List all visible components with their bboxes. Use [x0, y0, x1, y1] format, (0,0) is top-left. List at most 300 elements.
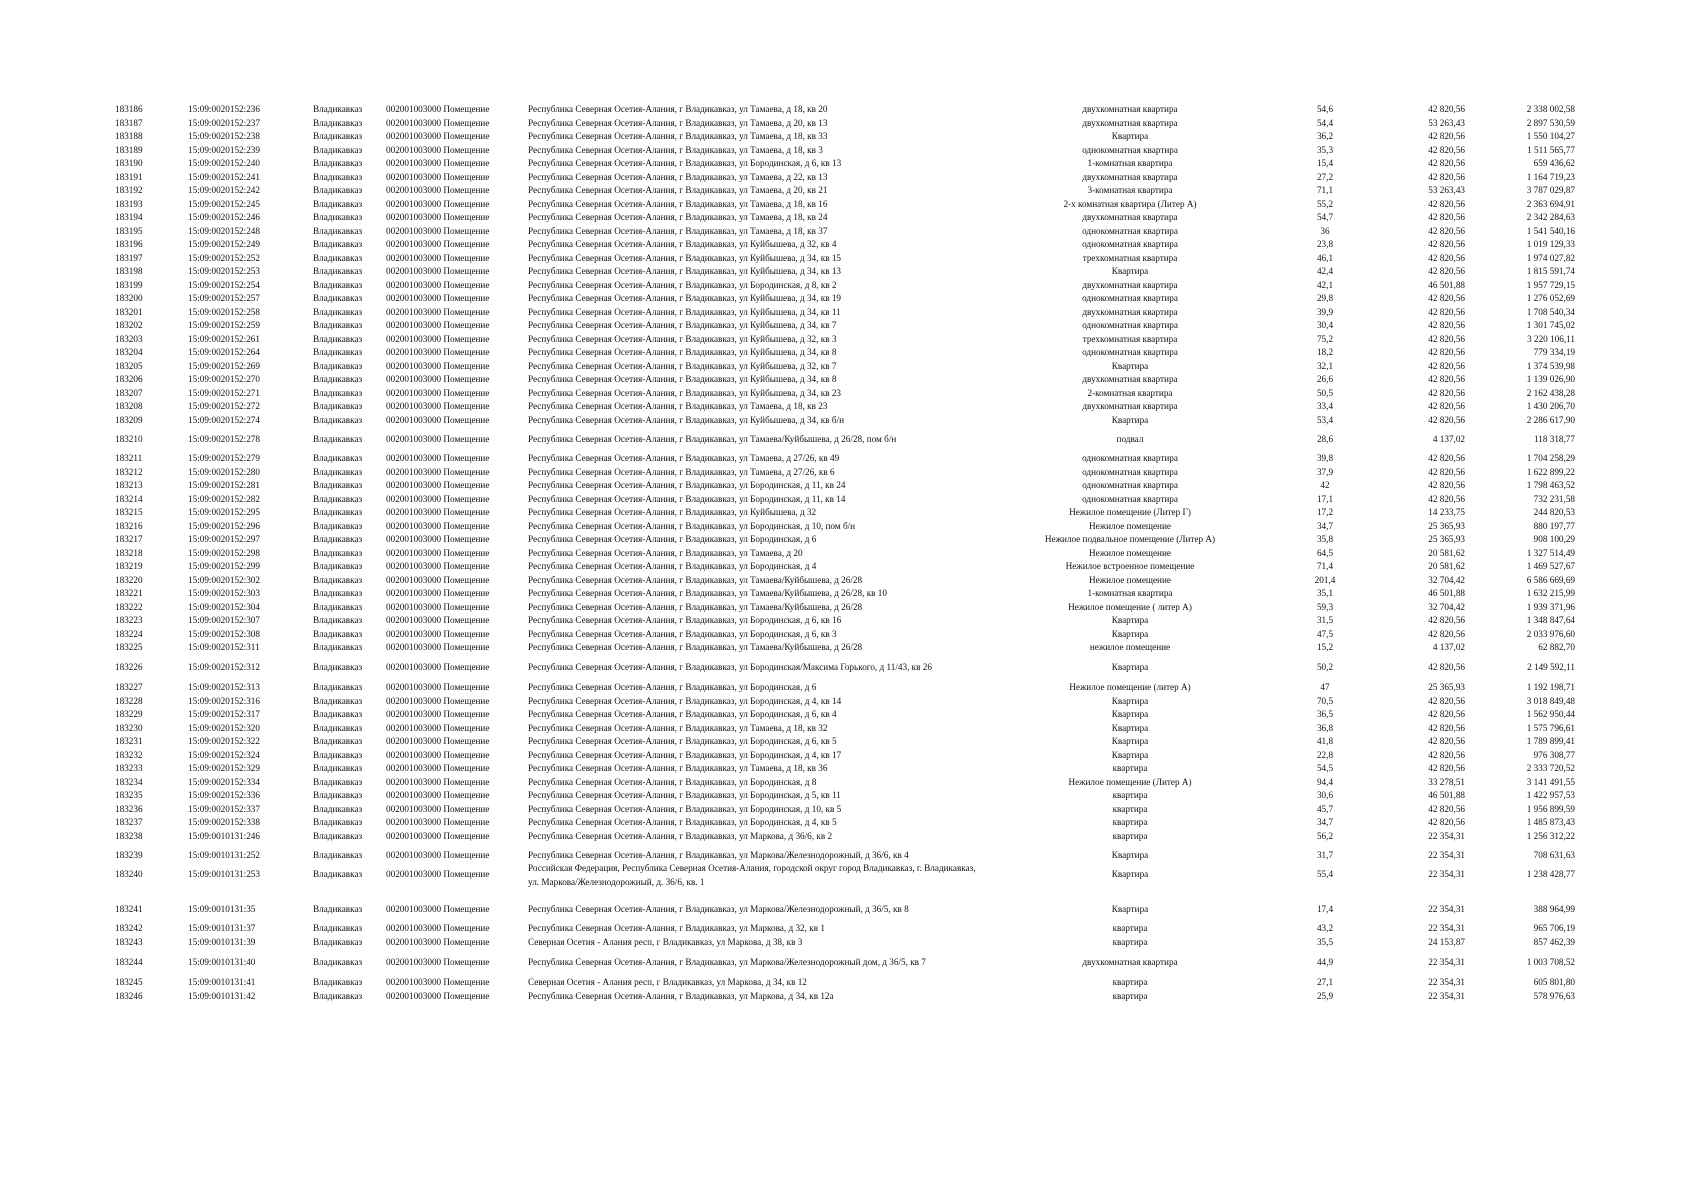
- premises-type-cell: Квартира: [1111, 723, 1149, 733]
- cadastral-cost-cell: 1 327 514,49: [1526, 548, 1575, 558]
- cadastral-number-cell: 15:09:0010131:246: [188, 831, 260, 841]
- area-cell: 46,1: [1316, 253, 1334, 263]
- area-cell: 36: [1320, 226, 1330, 236]
- premises-type-cell: 1-комнатная квартира: [1087, 588, 1173, 598]
- object-code-cell: 002001003000 Помещение: [386, 831, 490, 841]
- object-code-cell: 002001003000 Помещение: [386, 602, 490, 612]
- rate-cell: 20 581,62: [1428, 561, 1465, 571]
- cadastral-number-cell: 15:09:0020152:248: [188, 226, 260, 236]
- cadastral-number-cell: 15:09:0020152:239: [188, 145, 260, 155]
- city-cell: Владикавказ: [313, 977, 363, 987]
- id-cell: 183236: [115, 804, 143, 814]
- cadastral-cost-cell: 1 301 745,02: [1526, 320, 1575, 330]
- object-code-cell: 002001003000 Помещение: [386, 388, 490, 398]
- id-cell: 183223: [115, 615, 143, 625]
- cadastral-cost-cell: 1 957 729,15: [1526, 280, 1575, 290]
- rate-cell: 4 137,02: [1432, 642, 1465, 652]
- area-cell: 31,7: [1316, 850, 1334, 860]
- rate-cell: 32 704,42: [1428, 575, 1465, 585]
- city-cell: Владикавказ: [313, 374, 363, 384]
- area-cell: 15,2: [1316, 642, 1334, 652]
- cadastral-cost-cell: 1 374 539,98: [1526, 361, 1575, 371]
- object-code-cell: 002001003000 Помещение: [386, 923, 490, 933]
- cadastral-cost-cell: 605 801,80: [1533, 977, 1575, 987]
- rate-cell: 42 820,56: [1428, 453, 1465, 463]
- cadastral-number-cell: 15:09:0020152:237: [188, 118, 260, 128]
- rate-cell: 42 820,56: [1428, 239, 1465, 249]
- object-code-cell: 002001003000 Помещение: [386, 575, 490, 585]
- cadastral-cost-cell: 1 019 129,33: [1526, 239, 1575, 249]
- address-cell: Республика Северная Осетия-Алания, г Владикавказ, ул Тамаева, д 18, кв 20: [528, 104, 828, 114]
- city-cell: Владикавказ: [313, 575, 363, 585]
- cadastral-cost-cell: 1 256 312,22: [1526, 831, 1575, 841]
- premises-type-cell: двухкомнатная квартира: [1082, 280, 1178, 290]
- city-cell: Владикавказ: [313, 347, 363, 357]
- premises-type-cell: 2-х комнатная квартира (Литер А): [1063, 199, 1197, 209]
- premises-type-cell: трехкомнатная квартира: [1082, 334, 1178, 344]
- premises-type-cell: Нежилое встроенное помещение: [1065, 561, 1195, 571]
- rate-cell: 42 820,56: [1428, 293, 1465, 303]
- area-cell: 37,9: [1316, 467, 1334, 477]
- object-code-cell: 002001003000 Помещение: [386, 401, 490, 411]
- rate-cell: 22 354,31: [1428, 991, 1465, 1001]
- city-cell: Владикавказ: [313, 253, 363, 263]
- address-cell: Республика Северная Осетия-Алания, г Владикавказ, ул Бородинская, д 6, кв 3: [528, 629, 837, 639]
- rate-cell: 42 820,56: [1428, 723, 1465, 733]
- area-cell: 36,8: [1316, 723, 1334, 733]
- city-cell: Владикавказ: [313, 723, 363, 733]
- cadastral-number-cell: 15:09:0020152:320: [188, 723, 260, 733]
- object-code-cell: 002001003000 Помещение: [386, 561, 490, 571]
- premises-type-cell: однокомнатная квартира: [1082, 347, 1178, 357]
- cadastral-number-cell: 15:09:0020152:252: [188, 253, 260, 263]
- premises-type-cell: двухкомнатная квартира: [1082, 172, 1178, 182]
- area-cell: 15,4: [1316, 158, 1334, 168]
- cadastral-number-cell: 15:09:0020152:329: [188, 763, 260, 773]
- rate-cell: 42 820,56: [1428, 253, 1465, 263]
- address-cell: Республика Северная Осетия-Алания, г Владикавказ, ул Бородинская, д 6: [528, 534, 817, 544]
- cadastral-number-cell: 15:09:0020152:271: [188, 388, 260, 398]
- id-cell: 183189: [115, 145, 143, 155]
- address-cell: Республика Северная Осетия-Алания, г Владикавказ, ул Тамаева/Куйбышева, д 26/28, кв 10: [528, 588, 887, 598]
- rate-cell: 46 501,88: [1428, 280, 1465, 290]
- rate-cell: 42 820,56: [1428, 750, 1465, 760]
- premises-type-cell: Квартира: [1111, 266, 1149, 276]
- premises-type-cell: однокомнатная квартира: [1082, 293, 1178, 303]
- premises-type-cell: однокомнатная квартира: [1082, 320, 1178, 330]
- object-code-cell: 002001003000 Помещение: [386, 280, 490, 290]
- area-cell: 201,4: [1314, 575, 1336, 585]
- premises-type-cell: двухкомнатная квартира: [1082, 104, 1178, 114]
- area-cell: 75,2: [1316, 334, 1334, 344]
- address-cell: Республика Северная Осетия-Алания, г Владикавказ, ул Тамаева, д 27/26, кв 6: [528, 467, 835, 477]
- city-cell: Владикавказ: [313, 361, 363, 371]
- object-code-cell: 002001003000 Помещение: [386, 662, 490, 672]
- id-cell: 183227: [115, 682, 143, 692]
- rate-cell: 25 365,93: [1428, 682, 1465, 692]
- id-cell: 183246: [115, 991, 143, 1001]
- address-cell: Республика Северная Осетия-Алания, г Владикавказ, ул Тамаева/Куйбышева, д 26/28: [528, 575, 863, 585]
- cadastral-cost-cell: 62 882,70: [1538, 642, 1575, 652]
- city-cell: Владикавказ: [313, 415, 363, 425]
- city-cell: Владикавказ: [313, 991, 363, 1001]
- cadastral-cost-cell: 1 238 428,77: [1526, 869, 1575, 879]
- cadastral-number-cell: 15:09:0020152:295: [188, 507, 260, 517]
- object-code-cell: 002001003000 Помещение: [386, 682, 490, 692]
- object-code-cell: 002001003000 Помещение: [386, 226, 490, 236]
- rate-cell: 42 820,56: [1428, 696, 1465, 706]
- area-cell: 42: [1320, 480, 1330, 490]
- city-cell: Владикавказ: [313, 850, 363, 860]
- cadastral-number-cell: 15:09:0020152:336: [188, 790, 260, 800]
- city-cell: Владикавказ: [313, 104, 363, 114]
- address-cell: Республика Северная Осетия-Алания, г Владикавказ, ул Тамаева, д 20, кв 13: [528, 118, 828, 128]
- cadastral-cost-cell: 1 622 899,22: [1526, 467, 1575, 477]
- premises-type-cell: однокомнатная квартира: [1082, 480, 1178, 490]
- premises-type-cell: однокомнатная квартира: [1082, 239, 1178, 249]
- city-cell: Владикавказ: [313, 923, 363, 933]
- area-cell: 39,8: [1316, 453, 1334, 463]
- cadastral-number-cell: 15:09:0020152:311: [188, 642, 260, 652]
- city-cell: Владикавказ: [313, 904, 363, 914]
- object-code-cell: 002001003000 Помещение: [386, 521, 490, 531]
- address-cell: Республика Северная Осетия-Алания, г Владикавказ, ул Бородинская, д 4: [528, 561, 817, 571]
- cadastral-number-cell: 15:09:0010131:40: [188, 957, 256, 967]
- cadastral-cost-cell: 1 348 847,64: [1526, 615, 1575, 625]
- id-cell: 183241: [115, 904, 143, 914]
- premises-type-cell: двухкомнатная квартира: [1082, 374, 1178, 384]
- premises-type-cell: Квартира: [1111, 131, 1149, 141]
- city-cell: Владикавказ: [313, 158, 363, 168]
- premises-type-cell: Квартира: [1111, 361, 1149, 371]
- rate-cell: 14 233,75: [1428, 507, 1465, 517]
- id-cell: 183226: [115, 662, 143, 672]
- area-cell: 17,1: [1316, 494, 1334, 504]
- cadastral-number-cell: 15:09:0020152:280: [188, 467, 260, 477]
- city-cell: Владикавказ: [313, 494, 363, 504]
- area-cell: 17,4: [1316, 904, 1334, 914]
- rate-cell: 42 820,56: [1428, 709, 1465, 719]
- address-cell: Республика Северная Осетия-Алания, г Владикавказ, ул Тамаева, д 27/26, кв 49: [528, 453, 840, 463]
- city-cell: Владикавказ: [313, 293, 363, 303]
- address-cell: Республика Северная Осетия-Алания, г Владикавказ, ул Бородинская, д 8, кв 2: [528, 280, 837, 290]
- city-cell: Владикавказ: [313, 199, 363, 209]
- area-cell: 36,2: [1316, 131, 1334, 141]
- cadastral-cost-cell: 1 815 591,74: [1526, 266, 1575, 276]
- area-cell: 34,7: [1316, 817, 1334, 827]
- address-cell: Республика Северная Осетия-Алания, г Владикавказ, ул Бородинская, д 6, кв 4: [528, 709, 837, 719]
- area-cell: 44,9: [1316, 957, 1334, 967]
- city-cell: Владикавказ: [313, 467, 363, 477]
- object-code-cell: 002001003000 Помещение: [386, 118, 490, 128]
- premises-type-cell: Нежилое помещение (Литер Г): [1069, 507, 1191, 517]
- cadastral-number-cell: 15:09:0020152:297: [188, 534, 260, 544]
- cadastral-number-cell: 15:09:0020152:316: [188, 696, 260, 706]
- premises-type-cell: Квартира: [1111, 709, 1149, 719]
- city-cell: Владикавказ: [313, 709, 363, 719]
- cadastral-cost-cell: 708 631,63: [1533, 850, 1575, 860]
- area-cell: 54,7: [1316, 212, 1334, 222]
- area-cell: 42,4: [1316, 266, 1334, 276]
- cadastral-cost-cell: 2 338 002,58: [1526, 104, 1575, 114]
- address-cell: Республика Северная Осетия-Алания, г Владикавказ, ул Куйбышева, д 32, кв 4: [528, 239, 837, 249]
- cadastral-cost-cell: 1 789 899,41: [1526, 736, 1575, 746]
- premises-type-cell: квартира: [1112, 977, 1148, 987]
- area-cell: 30,4: [1316, 320, 1334, 330]
- id-cell: 183213: [115, 480, 143, 490]
- id-cell: 183219: [115, 561, 143, 571]
- premises-type-cell: Квартира: [1111, 750, 1149, 760]
- cadastral-cost-cell: 1 704 258,29: [1526, 453, 1575, 463]
- object-code-cell: 002001003000 Помещение: [386, 185, 490, 195]
- id-cell: 183229: [115, 709, 143, 719]
- premises-type-cell: 3-комнатная квартира: [1087, 185, 1173, 195]
- rate-cell: 53 263,43: [1428, 185, 1465, 195]
- rate-cell: 42 820,56: [1428, 763, 1465, 773]
- id-cell: 183222: [115, 602, 143, 612]
- address-cell: Республика Северная Осетия-Алания, г Владикавказ, ул Куйбышева, д 34, кв 8: [528, 347, 837, 357]
- id-cell: 183220: [115, 575, 143, 585]
- object-code-cell: 002001003000 Помещение: [386, 320, 490, 330]
- cadastral-cost-cell: 118 318,77: [1533, 434, 1575, 444]
- object-code-cell: 002001003000 Помещение: [386, 629, 490, 639]
- cadastral-cost-cell: 1 708 540,34: [1526, 307, 1575, 317]
- premises-type-cell: Квартира: [1111, 696, 1149, 706]
- city-cell: Владикавказ: [313, 131, 363, 141]
- rate-cell: 46 501,88: [1428, 588, 1465, 598]
- rate-cell: 42 820,56: [1428, 415, 1465, 425]
- id-cell: 183191: [115, 172, 143, 182]
- object-code-cell: 002001003000 Помещение: [386, 723, 490, 733]
- rate-cell: 42 820,56: [1428, 615, 1465, 625]
- id-cell: 183239: [115, 850, 143, 860]
- cadastral-cost-cell: 908 100,29: [1533, 534, 1575, 544]
- id-cell: 183212: [115, 467, 143, 477]
- city-cell: Владикавказ: [313, 388, 363, 398]
- area-cell: 28,6: [1316, 434, 1334, 444]
- area-cell: 36,5: [1316, 709, 1334, 719]
- premises-type-cell: однокомнатная квартира: [1082, 145, 1178, 155]
- premises-type-cell: двухкомнатная квартира: [1082, 212, 1178, 222]
- rate-cell: 42 820,56: [1428, 662, 1465, 672]
- cadastral-number-cell: 15:09:0020152:254: [188, 280, 260, 290]
- object-code-cell: 002001003000 Помещение: [386, 494, 490, 504]
- rate-cell: 42 820,56: [1428, 817, 1465, 827]
- city-cell: Владикавказ: [313, 212, 363, 222]
- id-cell: 183186: [115, 104, 143, 114]
- city-cell: Владикавказ: [313, 831, 363, 841]
- area-cell: 47: [1320, 682, 1330, 692]
- cadastral-number-cell: 15:09:0020152:307: [188, 615, 260, 625]
- address-cell: Республика Северная Осетия-Алания, г Владикавказ, ул Бородинская, д 11, кв 24: [528, 480, 846, 490]
- address-cell: Республика Северная Осетия-Алания, г Владикавказ, ул Куйбышева, д 32, кв 3: [528, 334, 837, 344]
- area-cell: 35,8: [1316, 534, 1334, 544]
- cadastral-number-cell: 15:09:0020152:261: [188, 334, 260, 344]
- city-cell: Владикавказ: [313, 736, 363, 746]
- cadastral-cost-cell: 1 562 950,44: [1526, 709, 1575, 719]
- object-code-cell: 002001003000 Помещение: [386, 507, 490, 517]
- rate-cell: 42 820,56: [1428, 131, 1465, 141]
- cadastral-cost-cell: 1 798 463,52: [1526, 480, 1575, 490]
- city-cell: Владикавказ: [313, 480, 363, 490]
- premises-type-cell: Нежилое подвальное помещение (Литер А): [1044, 534, 1216, 544]
- area-cell: 26,6: [1316, 374, 1334, 384]
- area-cell: 71,1: [1316, 185, 1334, 195]
- object-code-cell: 002001003000 Помещение: [386, 615, 490, 625]
- rate-cell: 22 354,31: [1428, 869, 1465, 879]
- cadastral-number-cell: 15:09:0020152:281: [188, 480, 260, 490]
- object-code-cell: 002001003000 Помещение: [386, 977, 490, 987]
- address-cell: Республика Северная Осетия-Алания, г Владикавказ, ул Куйбышева, д 34, кв 13: [528, 266, 842, 276]
- object-code-cell: 002001003000 Помещение: [386, 957, 490, 967]
- cadastral-cost-cell: 1 974 027,82: [1526, 253, 1575, 263]
- city-cell: Владикавказ: [313, 239, 363, 249]
- address-cell: Республика Северная Осетия-Алания, г Владикавказ, ул Куйбышева, д 34, кв 7: [528, 320, 837, 330]
- cadastral-number-cell: 15:09:0020152:324: [188, 750, 260, 760]
- rate-cell: 22 354,31: [1428, 850, 1465, 860]
- rate-cell: 46 501,88: [1428, 790, 1465, 800]
- cadastral-number-cell: 15:09:0010131:42: [188, 991, 256, 1001]
- city-cell: Владикавказ: [313, 507, 363, 517]
- premises-type-cell: однокомнатная квартира: [1082, 494, 1178, 504]
- id-cell: 183199: [115, 280, 143, 290]
- object-code-cell: 002001003000 Помещение: [386, 145, 490, 155]
- rate-cell: 42 820,56: [1428, 320, 1465, 330]
- address-cell: Республика Северная Осетия-Алания, г Владикавказ, ул Бородинская, д 6, кв 16: [528, 615, 842, 625]
- premises-type-cell: Нежилое помещение: [1089, 521, 1171, 531]
- address-cell: Республика Северная Осетия-Алания, г Владикавказ, ул Куйбышева, д 34, кв 11: [528, 307, 841, 317]
- cadastral-number-cell: 15:09:0020152:279: [188, 453, 260, 463]
- rate-cell: 33 278,51: [1428, 777, 1465, 787]
- address-cell: Республика Северная Осетия-Алания, г Владикавказ, ул Бородинская/Максима Горького, д 11/43, кв 26: [528, 662, 932, 672]
- address-cell: Республика Северная Осетия-Алания, г Владикавказ, ул Маркова, д 34, кв 12а: [528, 991, 834, 1001]
- object-code-cell: 002001003000 Помещение: [386, 750, 490, 760]
- rate-cell: 42 820,56: [1428, 374, 1465, 384]
- premises-type-cell: квартира: [1112, 790, 1148, 800]
- cadastral-cost-cell: 732 231,58: [1533, 494, 1575, 504]
- cadastral-cost-cell: 2 333 720,52: [1526, 763, 1575, 773]
- object-code-cell: 002001003000 Помещение: [386, 991, 490, 1001]
- cadastral-number-cell: 15:09:0020152:264: [188, 347, 260, 357]
- city-cell: Владикавказ: [313, 763, 363, 773]
- premises-type-cell: 1-комнатная квартира: [1087, 158, 1173, 168]
- object-code-cell: 002001003000 Помещение: [386, 904, 490, 914]
- cadastral-cost-cell: 3 220 106,11: [1527, 334, 1575, 344]
- area-cell: 30,6: [1316, 790, 1334, 800]
- rate-cell: 42 820,56: [1428, 334, 1465, 344]
- rate-cell: 42 820,56: [1428, 361, 1465, 371]
- address-cell: Республика Северная Осетия-Алания, г Владикавказ, ул Куйбышева, д 34, кв 23: [528, 388, 842, 398]
- id-cell: 183214: [115, 494, 143, 504]
- cadastral-cost-cell: 1 430 206,70: [1526, 401, 1575, 411]
- object-code-cell: 002001003000 Помещение: [386, 334, 490, 344]
- id-cell: 183240: [115, 869, 143, 879]
- area-cell: 70,5: [1316, 696, 1334, 706]
- cadastral-cost-cell: 3 787 029,87: [1526, 185, 1575, 195]
- id-cell: 183215: [115, 507, 143, 517]
- premises-type-cell: Нежилое помещение (литер А): [1069, 682, 1191, 692]
- object-code-cell: 002001003000 Помещение: [386, 293, 490, 303]
- cadastral-cost-cell: 3 141 491,55: [1526, 777, 1575, 787]
- id-cell: 183187: [115, 118, 143, 128]
- address-cell: Республика Северная Осетия-Алания, г Владикавказ, ул Куйбышева, д 34, кв б/н: [528, 415, 844, 425]
- premises-type-cell: Нежилое помещение: [1089, 575, 1171, 585]
- cadastral-cost-cell: 1 276 052,69: [1526, 293, 1575, 303]
- object-code-cell: 002001003000 Помещение: [386, 374, 490, 384]
- rate-cell: 42 820,56: [1428, 480, 1465, 490]
- rate-cell: 42 820,56: [1428, 199, 1465, 209]
- id-cell: 183235: [115, 790, 143, 800]
- area-cell: 43,2: [1316, 923, 1334, 933]
- city-cell: Владикавказ: [313, 588, 363, 598]
- cadastral-number-cell: 15:09:0010131:39: [188, 937, 256, 947]
- object-code-cell: 002001003000 Помещение: [386, 696, 490, 706]
- object-code-cell: 002001003000 Помещение: [386, 453, 490, 463]
- object-code-cell: 002001003000 Помещение: [386, 804, 490, 814]
- address-cell: Республика Северная Осетия-Алания, г Владикавказ, ул Тамаева, д 18, кв 24: [528, 212, 828, 222]
- cadastral-cost-cell: 779 334,19: [1533, 347, 1575, 357]
- area-cell: 42,1: [1316, 280, 1334, 290]
- id-cell: 183192: [115, 185, 143, 195]
- cadastral-number-cell: 15:09:0020152:245: [188, 199, 260, 209]
- cadastral-cost-cell: 1 139 026,90: [1526, 374, 1575, 384]
- object-code-cell: 002001003000 Помещение: [386, 415, 490, 425]
- cadastral-number-cell: 15:09:0010131:253: [188, 869, 260, 879]
- object-code-cell: 002001003000 Помещение: [386, 763, 490, 773]
- cadastral-number-cell: 15:09:0020152:236: [188, 104, 260, 114]
- premises-type-cell: квартира: [1112, 763, 1148, 773]
- city-cell: Владикавказ: [313, 602, 363, 612]
- city-cell: Владикавказ: [313, 561, 363, 571]
- cadastral-number-cell: 15:09:0020152:317: [188, 709, 260, 719]
- id-cell: 183209: [115, 415, 143, 425]
- address-cell: Республика Северная Осетия-Алания, г Владикавказ, ул Тамаева, д 20: [528, 548, 803, 558]
- cadastral-number-cell: 15:09:0020152:322: [188, 736, 260, 746]
- area-cell: 53,4: [1316, 415, 1334, 425]
- city-cell: Владикавказ: [313, 226, 363, 236]
- premises-type-cell: Нежилое помещение ( литер А): [1068, 602, 1192, 612]
- object-code-cell: 002001003000 Помещение: [386, 199, 490, 209]
- object-code-cell: 002001003000 Помещение: [386, 347, 490, 357]
- address-cell: Республика Северная Осетия-Алания, г Владикавказ, ул Бородинская, д 6: [528, 682, 817, 692]
- cadastral-number-cell: 15:09:0010131:37: [188, 923, 256, 933]
- object-code-cell: 002001003000 Помещение: [386, 736, 490, 746]
- id-cell: 183230: [115, 723, 143, 733]
- cadastral-number-cell: 15:09:0010131:41: [188, 977, 256, 987]
- object-code-cell: 002001003000 Помещение: [386, 266, 490, 276]
- cadastral-number-cell: 15:09:0020152:241: [188, 172, 260, 182]
- premises-type-cell: Нежилое помещение (Литер А): [1068, 777, 1192, 787]
- area-cell: 64,5: [1316, 548, 1334, 558]
- cadastral-cost-cell: 1 469 527,67: [1526, 561, 1575, 571]
- address-cell: Республика Северная Осетия-Алания, г Владикавказ, ул Тамаева, д 18, кв 32: [528, 723, 828, 733]
- city-cell: Владикавказ: [313, 118, 363, 128]
- cadastral-cost-cell: 2 342 284,63: [1526, 212, 1575, 222]
- cadastral-cost-cell: 1 164 719,23: [1526, 172, 1575, 182]
- object-code-cell: 002001003000 Помещение: [386, 709, 490, 719]
- cadastral-number-cell: 15:09:0020152:337: [188, 804, 260, 814]
- id-cell: 183194: [115, 212, 143, 222]
- area-cell: 34,7: [1316, 521, 1334, 531]
- address-cell: Республика Северная Осетия-Алания, г Владикавказ, ул Бородинская, д 11, кв 14: [528, 494, 846, 504]
- address-cell: Республика Северная Осетия-Алания, г Владикавказ, ул Бородинская, д 4, кв 17: [528, 750, 842, 760]
- city-cell: Владикавказ: [313, 334, 363, 344]
- cadastral-number-cell: 15:09:0020152:259: [188, 320, 260, 330]
- area-cell: 54,5: [1316, 763, 1334, 773]
- id-cell: 183244: [115, 957, 143, 967]
- rate-cell: 4 137,02: [1432, 434, 1465, 444]
- cadastral-cost-cell: 1 550 104,27: [1526, 131, 1575, 141]
